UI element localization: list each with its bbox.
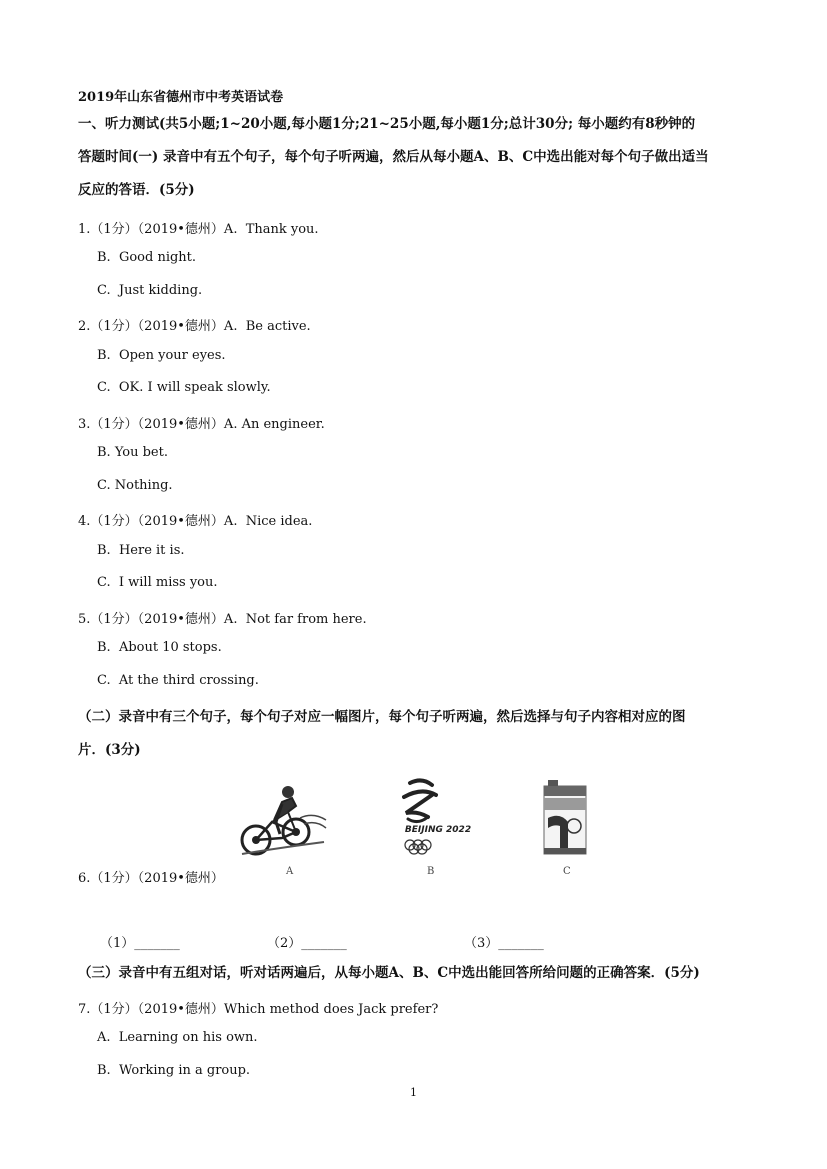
question-4-stem: 4.（1分）（2019•德州）A. Nice idea.: [78, 514, 313, 529]
question-1-option-c: C. Just kidding.: [97, 283, 203, 298]
question-3-option-b: B. You bet.: [97, 445, 168, 460]
poster-picture: [540, 778, 590, 856]
question-4-option-b: B. Here it is.: [97, 543, 185, 558]
question-7-option-b: B. Working in a group.: [97, 1063, 251, 1078]
question-5-stem: 5.（1分）（2019•德州）A. Not far from here.: [78, 612, 367, 627]
section-1-line: 反应的答语．(5分): [78, 182, 195, 198]
question-4-option-c: C. I will miss you.: [97, 575, 218, 590]
section-2-instructions: [78, 701, 758, 767]
question-3-stem: 3.（1分）（2019•德州）A. An engineer.: [78, 417, 325, 432]
section-2-line: （二）录音中有三个句子，每个句子对应一幅图片，每个句子听两遍，然后选择与句子内容相对应的图: [78, 709, 686, 725]
logo-text: BEIJING 2022: [404, 825, 472, 835]
beijing-2022-logo: [388, 775, 488, 855]
figure-label-a: A: [286, 866, 294, 877]
answer-blank-2[interactable]: （2）_______: [267, 936, 347, 951]
question-5-option-b: B. About 10 stops.: [97, 640, 222, 655]
question-2-option-b: B. Open your eyes.: [97, 348, 226, 363]
section-1-instructions: [78, 108, 758, 207]
answer-blank-1[interactable]: （1）_______: [100, 936, 180, 951]
question-6-stem: 6.（1分）（2019•德州）: [78, 871, 224, 886]
page-number: 1: [410, 1086, 417, 1099]
question-2-option-c: C. OK. I will speak slowly.: [97, 380, 271, 395]
figure-label-b: B: [427, 866, 435, 877]
question-1-option-b: B. Good night.: [97, 250, 197, 265]
question-3-option-c: C. Nothing.: [97, 478, 173, 493]
cyclist-picture: [238, 782, 328, 857]
question-1-stem: 1.（1分）（2019•德州）A. Thank you.: [78, 222, 319, 237]
answer-blank-3[interactable]: （3）_______: [464, 936, 544, 951]
section-1-line: 一、听力测试(共5小题;1~20小题,每小题1分;21~25小题,每小题1分;总计30分; 每小题约有8秒钟的: [78, 116, 696, 132]
question-7-option-a: A. Learning on his own.: [97, 1030, 258, 1045]
figure-label-c: C: [563, 866, 571, 877]
question-7-stem: 7.（1分）（2019•德州）Which method does Jack prefer?: [78, 1002, 439, 1017]
question-2-stem: 2.（1分）（2019•德州）A. Be active.: [78, 319, 311, 334]
question-5-option-c: C. At the third crossing.: [97, 673, 259, 688]
section-3-instructions: （三）录音中有五组对话，听对话两遍后，从每小题A、B、C中选出能回答所给问题的正确答案．(5分): [78, 965, 700, 981]
section-2-line: 片．(3分): [78, 742, 141, 758]
exam-title: 2019年山东省德州市中考英语试卷: [78, 90, 284, 105]
section-1-line: 答题时间(一) 录音中有五个句子，每个句子听两遍，然后从每小题A、B、C中选出能对每个句子做出适当: [78, 149, 709, 165]
